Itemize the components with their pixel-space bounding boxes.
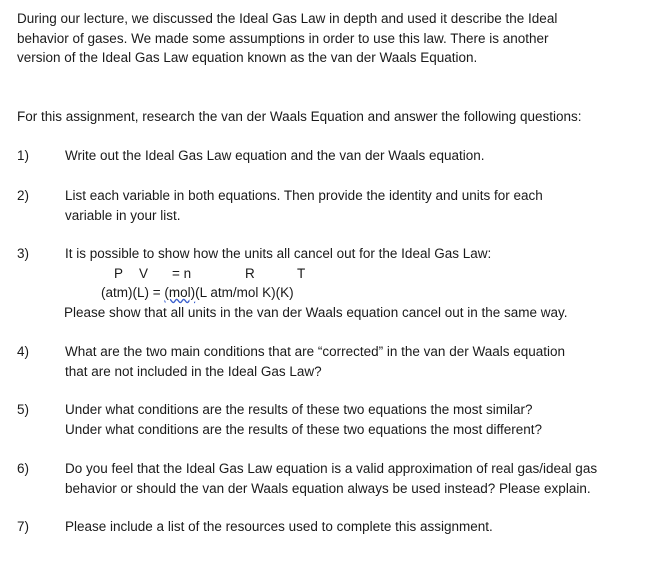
question-text <box>65 342 565 381</box>
assignment-intro: For this assignment, research the van der Waals Equation and answer the following questions: <box>17 109 582 124</box>
question-line: behavior or should the van der Waals equation always be used instead? Please explain. <box>65 480 591 496</box>
question-text <box>65 459 597 498</box>
question-number: 7) <box>17 519 30 534</box>
question-line: It is possible to show how the units all cancel out for the Ideal Gas Law: <box>65 246 492 261</box>
variable-v: V <box>139 265 149 281</box>
question-text <box>65 244 568 322</box>
question-line: Under what conditions are the results of these two equations the most different? <box>65 421 543 437</box>
units-right: (L atm/mol K)(K) <box>195 285 294 300</box>
question-text <box>65 186 543 225</box>
units-equation <box>65 283 568 303</box>
question-line: Under what conditions are the results of these two equations the most similar? <box>65 402 533 417</box>
variable-n: = n <box>172 265 192 281</box>
variable-t: T <box>297 265 306 281</box>
question-number: 1) <box>17 148 30 163</box>
question-line: variable in your list. <box>65 207 181 223</box>
question-number: 3) <box>17 246 30 261</box>
question-number: 2) <box>17 188 30 203</box>
question-line: List each variable in both equations. Then provide the identity and units for each <box>65 188 543 203</box>
question-text <box>65 400 542 439</box>
intro-line: behavior of gases. We made some assumptions in order to use this law. There is another <box>17 30 549 46</box>
question-line: Please include a list of the resources used to complete this assignment. <box>65 519 493 534</box>
equation-variables <box>65 264 568 284</box>
question-number: 6) <box>17 461 30 476</box>
variable-r: R <box>245 265 255 281</box>
question-text <box>65 517 493 537</box>
intro-line: version of the Ideal Gas Law equation known as the van der Waals Equation. <box>17 50 478 65</box>
question-line: Please show that all units in the van der Waals equation cancel out in the same way. <box>64 304 568 320</box>
question-number: 5) <box>17 402 30 417</box>
question-line: that are not included in the Ideal Gas Law? <box>65 363 322 379</box>
question-line: What are the two main conditions that are “corrected” in the van der Waals equation <box>65 344 566 359</box>
units-mol: (mol) <box>164 285 196 300</box>
intro-paragraph <box>17 9 557 68</box>
question-text <box>65 146 485 166</box>
question-line: Write out the Ideal Gas Law equation and the van der Waals equation. <box>65 148 485 163</box>
intro-line: During our lecture, we discussed the Ideal Gas Law in depth and used it describe the Ideal <box>17 11 558 26</box>
units-left: (atm)(L) = <box>101 285 165 300</box>
question-line: Do you feel that the Ideal Gas Law equation is a valid approximation of real gas/ideal gas <box>65 461 598 476</box>
variable-p: P <box>114 265 124 281</box>
question-number: 4) <box>17 344 30 359</box>
